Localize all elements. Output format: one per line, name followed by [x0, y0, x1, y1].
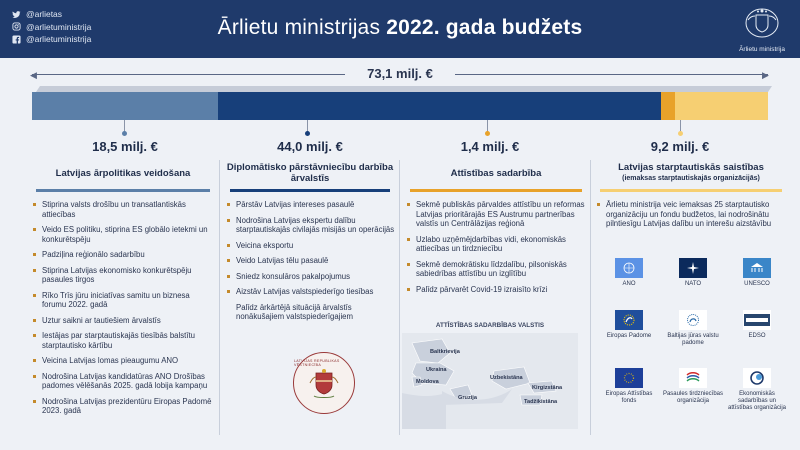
budget-bar	[32, 92, 768, 120]
org-cbss	[662, 310, 724, 347]
embassy-seal	[293, 352, 355, 414]
total-amount: 73,1 milj. €	[345, 66, 455, 81]
column-divider	[399, 160, 400, 435]
org-name: Ekonomiskās sadarbības un attīstības organizācija	[727, 391, 787, 411]
column-title	[594, 157, 788, 189]
nato-logo-icon	[679, 258, 707, 278]
map-title: ATTĪSTĪBAS SADARBĪBAS VALSTIS	[435, 322, 545, 329]
page-title	[0, 16, 800, 40]
column-items	[30, 200, 216, 416]
map-label-georgia: Gruzija	[458, 395, 477, 401]
un-logo-icon	[615, 258, 643, 278]
map-label-belarus: Baltkrievija	[430, 349, 460, 355]
org-name: Baltijas jūras valstu padome	[667, 333, 719, 346]
list-item: Stiprina Latvijas ekonomisko konkurētspēju pasaules tirgos	[30, 266, 216, 285]
list-item: Nodrošina Latvijas prezidentūru Eiropas Padomē 2023. gadā	[30, 397, 216, 416]
eu-flag-icon	[615, 368, 643, 388]
column-accent-line	[230, 189, 390, 192]
column-accent-line	[410, 189, 582, 192]
arrow-right-icon: ▶	[762, 70, 769, 80]
org-nato	[662, 258, 724, 288]
title-normal: Ārlietu ministrijas	[217, 16, 387, 39]
org-name: ANO	[622, 281, 636, 287]
column-title	[30, 157, 216, 189]
org-name: UNESCO	[744, 281, 770, 287]
unesco-logo-icon	[743, 258, 771, 278]
list-item: Sniedz konsulāros pakalpojumus	[224, 272, 396, 282]
latvian-coat-of-arms-icon	[304, 363, 344, 403]
council-of-europe-logo-icon	[615, 310, 643, 330]
bar-tick-dot	[485, 131, 490, 136]
column-title-text: Attīstības sadarbība	[450, 167, 542, 179]
ministry-crest	[736, 6, 788, 53]
org-unesco	[726, 258, 788, 288]
list-item: Palīdz pārvarēt Covid-19 izraisīto krīzi	[404, 285, 588, 295]
social-handle-instagram: @arlietuministrija	[26, 21, 92, 32]
org-name: EDSO	[748, 333, 766, 339]
amount-4: 9,2 milj. €	[650, 139, 710, 154]
org-osce	[726, 310, 788, 340]
column-title	[224, 157, 396, 189]
list-item: Pārstāv Latvijas intereses pasaulē	[224, 200, 396, 210]
column-accent-line	[36, 189, 210, 192]
social-handle-twitter: @arlietas	[26, 9, 63, 19]
column-subtitle: (iemaksas starptautiskajās organizācijās)	[622, 175, 760, 182]
list-item: Veicina Latvijas lomas pieaugumu ANO	[30, 356, 216, 366]
column-items	[594, 200, 788, 229]
org-un	[598, 258, 660, 288]
column-title-text: Latvijas ārpolitikas veidošana	[55, 167, 191, 179]
crest-icon	[742, 6, 782, 40]
column-items	[404, 200, 588, 294]
column-title-text: Diplomātisko pārstāvniecību darbība ārvalstīs	[226, 162, 394, 184]
wto-logo-icon	[679, 368, 707, 388]
seal-text: LATVIJAS REPUBLIKAS VĒSTNIECĪBA	[294, 359, 340, 367]
column-foreign-policy	[30, 157, 216, 437]
budget-bar-segment	[218, 92, 662, 120]
column-title-text: Latvijas starptautiskās saistības	[618, 162, 764, 173]
list-item: Iestājas par starptautiskajās tiesībās balstītu starptautisko kārtību	[30, 331, 216, 350]
list-item: Ārlietu ministrija veic iemaksas 25 starptautisko organizāciju un fondu budžetos, lai nodrošinātu pilntiesīgu Latvijas dalību un interešu aizstāvību	[594, 200, 788, 229]
map-label-ukraine: Ukraina	[426, 367, 447, 373]
column-divider	[219, 160, 220, 435]
org-name: NATO	[684, 281, 702, 287]
title-bold: 2022. gada budžets	[386, 16, 583, 39]
org-council-of-europe	[598, 310, 660, 340]
oecd-logo-icon	[743, 368, 771, 388]
list-item: Uzlabo uzņēmējdarbības vidi, ekonomiskās attiecības un tirdzniecību	[404, 235, 588, 254]
bar-tick-dot	[678, 131, 683, 136]
osce-logo-icon	[743, 310, 771, 330]
cooperation-map	[402, 322, 578, 434]
list-item: Stiprina valsts drošību un transatlantiskās attiecības	[30, 200, 216, 219]
list-item: Sekmē publiskās pārvaldes attīstību un reformas Latvijas prioritārajās ES Austrumu partnerības valstīs un Centrālāzijas reģionā	[404, 200, 588, 229]
org-name: Eiropas Padome	[606, 333, 652, 339]
map-label-tajikistan: Tadžikistāna	[524, 399, 558, 405]
org-oecd	[726, 368, 788, 412]
org-wto	[662, 368, 724, 405]
org-name: Pasaules tirdzniecības organizācija	[662, 391, 724, 404]
column-title	[404, 157, 588, 189]
org-name: Eiropas Attīstības fonds	[605, 391, 653, 404]
bar-tick-dot	[305, 131, 310, 136]
list-item: Uztur saikni ar tautiešiem ārvalstīs	[30, 316, 216, 326]
column-items	[224, 200, 396, 322]
amount-1: 18,5 milj. €	[92, 139, 158, 154]
list-item: Aizstāv Latvijas valstspiederīgo tiesības	[224, 287, 396, 297]
column-accent-line	[600, 189, 782, 192]
budget-bar-segment	[32, 92, 219, 120]
arrow-left-icon: ◀	[30, 70, 37, 80]
list-item: Veicina eksportu	[224, 241, 396, 251]
amount-3: 1,4 milj. €	[460, 139, 520, 154]
budget-bar-segment	[675, 92, 768, 120]
budget-bar-segment	[661, 92, 676, 120]
crest-label: Ārlietu ministrija	[739, 46, 785, 53]
list-item: Veido Latvijas tēlu pasaulē	[224, 256, 396, 266]
column-divider	[590, 160, 591, 435]
amount-2: 44,0 milj. €	[277, 139, 343, 154]
social-handle-facebook: @arlietuministrija	[26, 34, 92, 44]
org-edf	[598, 368, 660, 405]
map-label-kyrgyzstan: Kirgizstāna	[532, 385, 563, 391]
bar-tick-dot	[122, 131, 127, 136]
cbss-logo-icon	[679, 310, 707, 330]
list-item: Nodrošina Latvijas ekspertu dalību starptautiskajās civilajās misijās un operācijās	[224, 216, 396, 235]
list-item: Rīko Trīs jūru iniciatīvas samitu un biznesa forumu 2022. gadā	[30, 291, 216, 310]
map-label-moldova: Moldova	[416, 379, 439, 385]
map-area	[402, 333, 578, 429]
header-banner	[0, 0, 800, 58]
list-item: Nodrošina Latvijas kandidatūras ANO Drošības padomes vēlēšanās 2025. gadā lobija kampaņu	[30, 372, 216, 391]
list-item-note: Palīdz ārkārtējā situācijā ārvalstīs nonākušajiem valstspiederīgajiem	[236, 302, 354, 321]
map-label-uzbekistan: Uzbekistāna	[490, 375, 523, 381]
list-item: Veido ES politiku, stiprina ES globālo ietekmi un konkurētspēju	[30, 225, 216, 244]
list-item: Sekmē demokrātisku līdzdalību, pilsoniskās sabiedrības attīstību un izglītību	[404, 260, 588, 279]
list-item: Padziļina reģionālo sadarbību	[30, 250, 216, 260]
